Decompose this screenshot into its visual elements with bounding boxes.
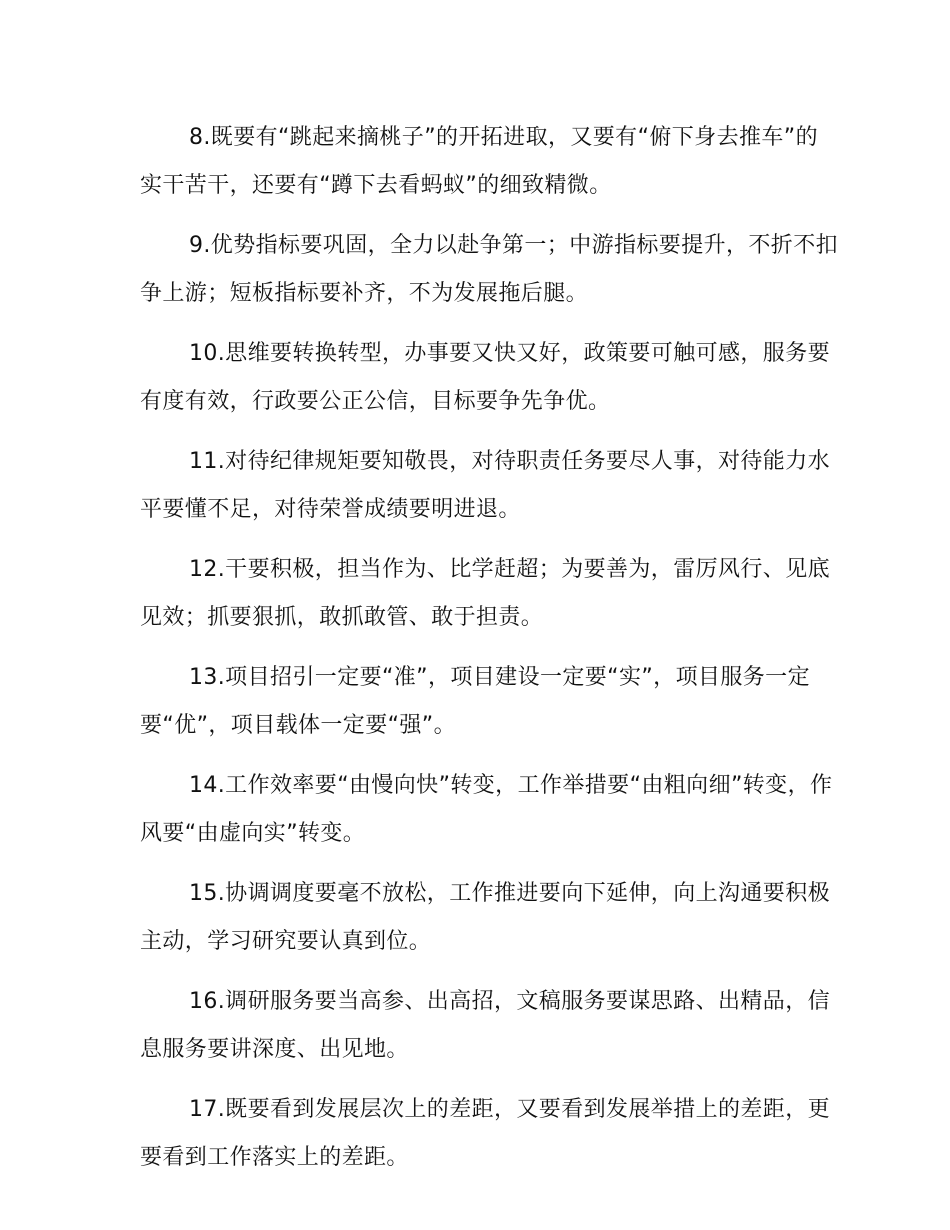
- paragraph-9: 9.优势指标要巩固，全力以赴争第一；中游指标要提升，不折不扣争上游；短板指标要补齐，不为发展拖后腿。: [140, 233, 838, 306]
- paragraph-16: 16.调研服务要当高参、出高招，文稿服务要谋思路、出精品，信息服务要讲深度、出见地。: [140, 989, 830, 1062]
- paragraph-14: 14.工作效率要“由慢向快”转变，工作举措要“由粗向细”转变，作风要“由虚向实”转变。: [140, 773, 833, 846]
- paragraph-17: 17.既要看到发展层次上的差距，又要看到发展举措上的差距，更要看到工作落实上的差距。: [140, 1097, 830, 1170]
- paragraph-10: 10.思维要转换转型，办事要又快又好，政策要可触可感，服务要有度有效，行政要公正公信，目标要争先争优。: [140, 341, 830, 414]
- paragraph-12: 12.干要积极，担当作为、比学赶超；为要善为，雷厉风行、见底见效；抓要狠抓，敢抓敢管、敢于担责。: [140, 557, 830, 630]
- paragraph-8: 8.既要有“跳起来摘桃子”的开拓进取，又要有“俯下身去推车”的实干苦干，还要有“蹲下去看蚂蚁”的细致精微。: [140, 125, 818, 198]
- paragraph-11: 11.对待纪律规矩要知敬畏，对待职责任务要尽人事，对待能力水平要懂不足，对待荣誉成绩要明进退。: [140, 449, 830, 522]
- paragraph-15: 15.协调调度要毫不放松，工作推进要向下延伸，向上沟通要积极主动，学习研究要认真到位。: [140, 881, 830, 954]
- document-body: [140, 114, 840, 1194]
- paragraph-13: 13.项目招引一定要“准”，项目建设一定要“实”，项目服务一定要“优”，项目载体一定要“强”。: [140, 665, 810, 738]
